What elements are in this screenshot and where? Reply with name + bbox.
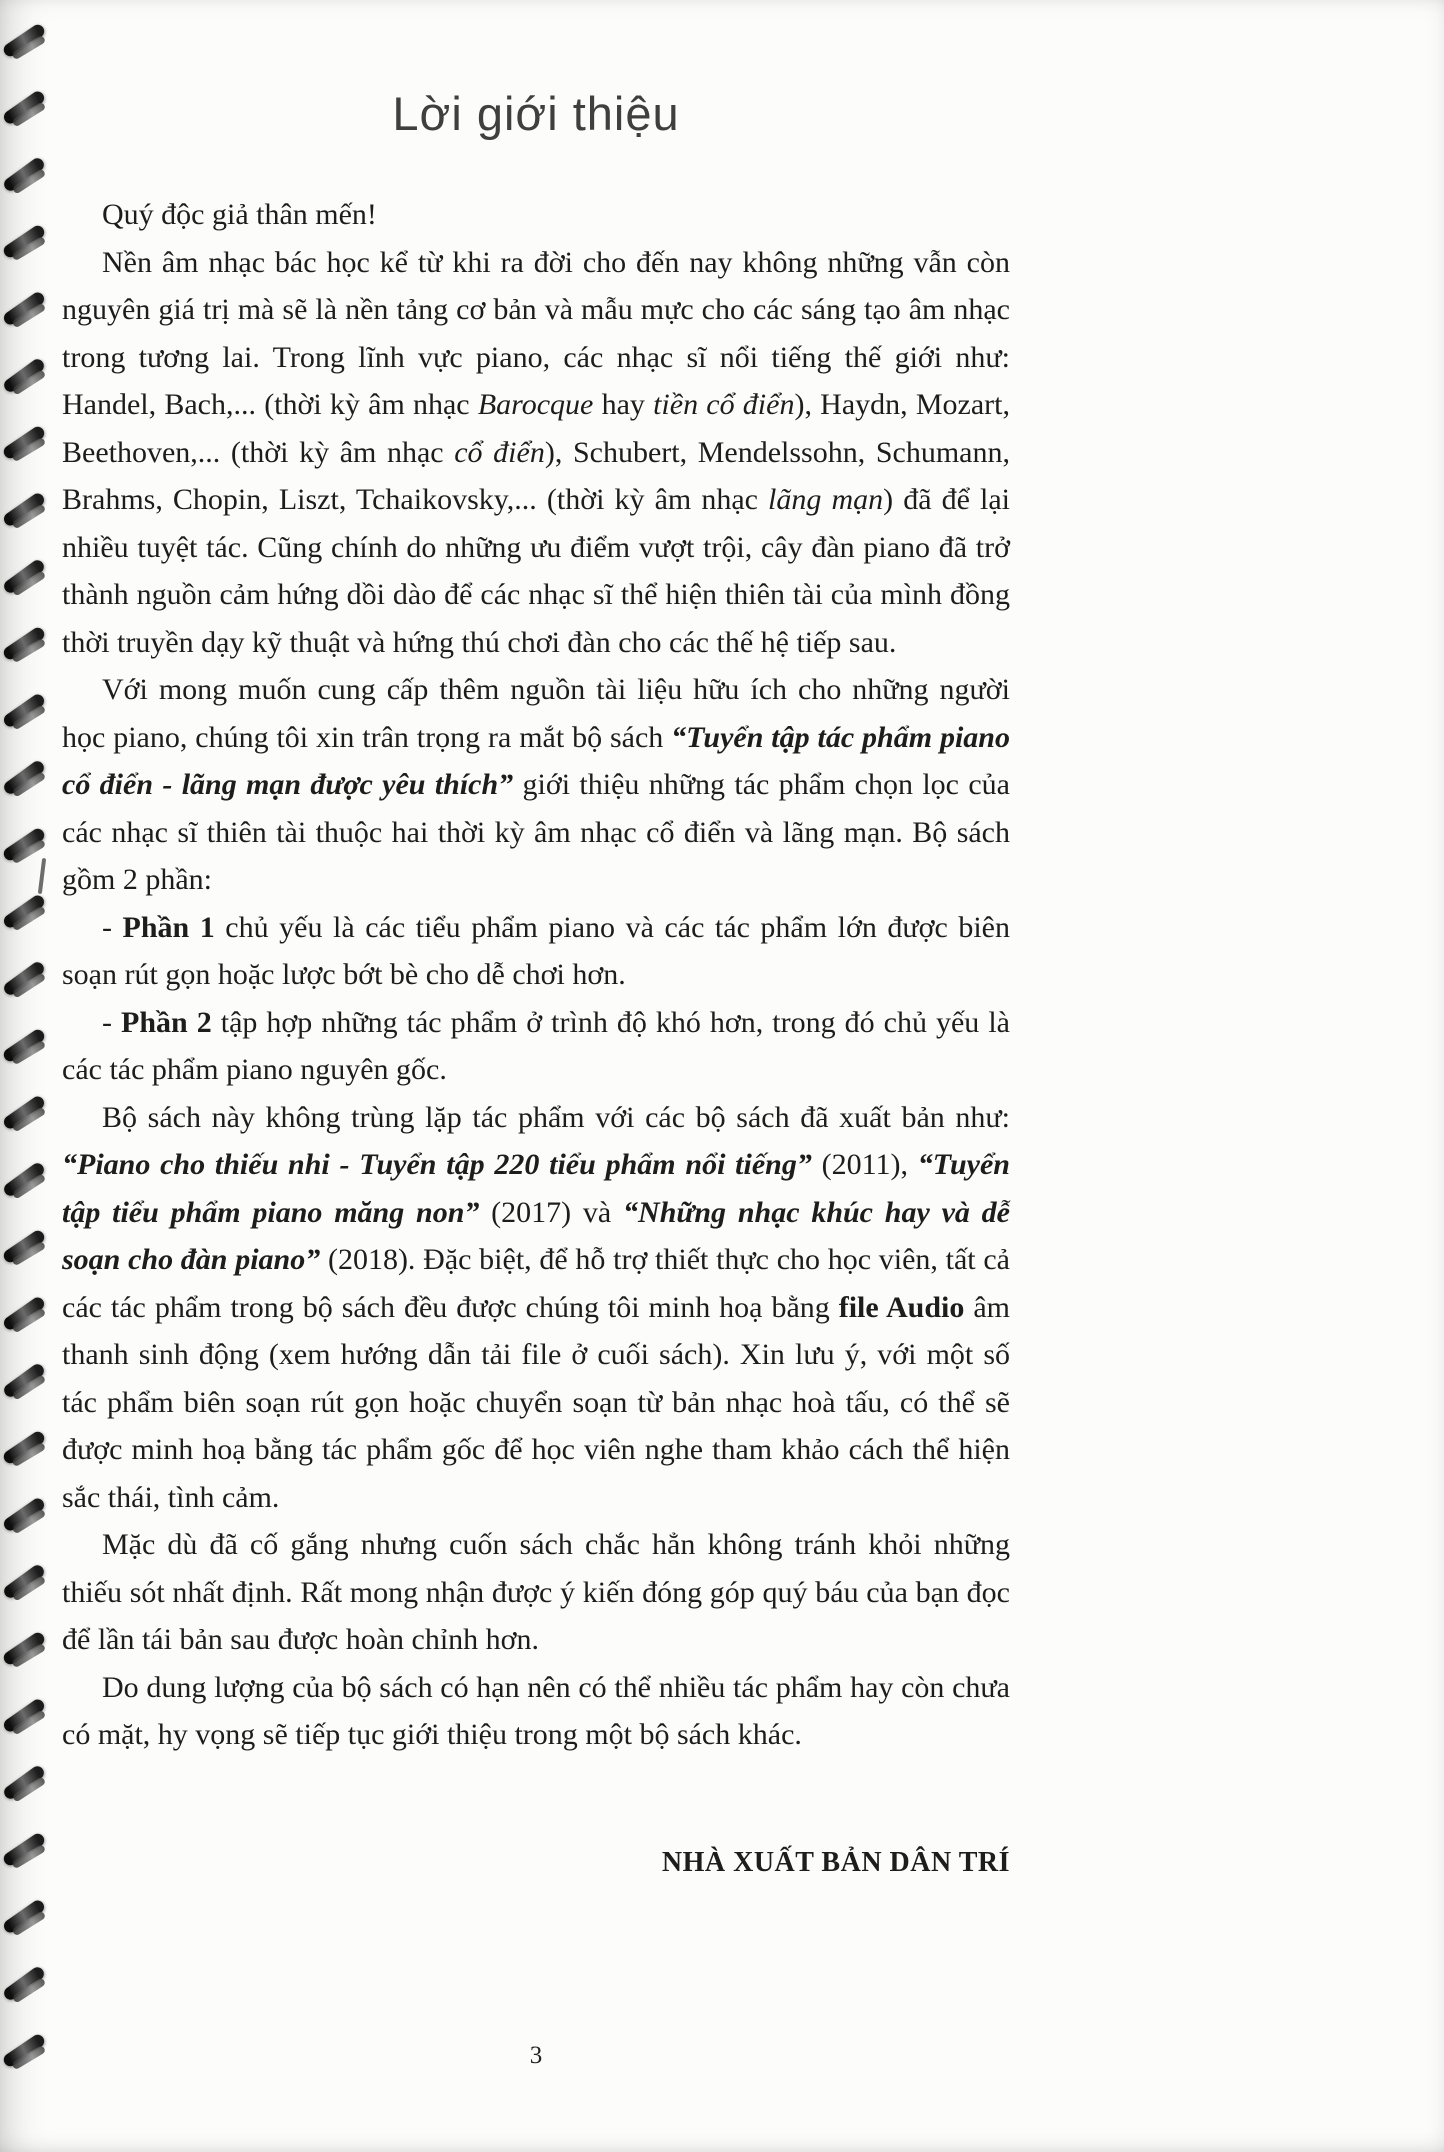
text-run: âm thanh sinh động (xem hướng dẫn tải file ở cuối sách). Xin lưu ý, với một số tác phẩm biên soạn rút gọn hoặc chuyển soạn từ bản nhạc hoà tấu, có thể sẽ được minh hoạ bằng tác phẩm gốc để học viên nghe tham khảo cách thể hiện sắc thái, tình cảm. — [62, 1290, 1011, 1514]
text-run: tập hợp những tác phẩm ở trình độ khó hơn, trong đó chủ yếu là các tác phẩm piano nguyên gốc. — [62, 1005, 1010, 1086]
text-run: “Piano cho thiếu nhi - Tuyển tập 220 tiểu phẩm nổi tiếng” — [62, 1148, 812, 1181]
text-run: ), Haydn, Mozart, Beethoven,... (thời kỳ âm nhạc — [62, 388, 1010, 469]
paragraph — [62, 1521, 1010, 1664]
publisher-signature: NHÀ XUẤT BẢN DÂN TRÍ — [661, 1846, 1010, 1878]
spiral-coil — [1, 89, 46, 126]
spiral-coil — [1, 1094, 46, 1131]
spiral-coil — [2, 1362, 47, 1400]
text-run: “Tuyển tập tiểu phẩm piano măng non” — [62, 1148, 1010, 1229]
text-run: (2018). Đặc biệt, để hỗ trợ thiết thực cho học viên, tất cả các tác phẩm trong bộ sách đều được chúng tôi minh hoạ bằng — [62, 1243, 1010, 1324]
paragraph — [62, 904, 1010, 999]
paragraph — [62, 1094, 1010, 1522]
spiral-coil — [1, 893, 46, 930]
page-number: 3 — [529, 2042, 543, 2069]
body-text — [62, 191, 1010, 1759]
spiral-coil — [1, 290, 46, 327]
spiral-coil — [1, 1898, 46, 1935]
paragraph — [62, 239, 1010, 667]
page-content — [62, 0, 1010, 1879]
spiral-coil — [1, 625, 46, 662]
text-run: chủ yếu là các tiểu phẩm piano và các tác phẩm lớn được biên soạn rút gọn hoặc lược bớt bè cho dễ chơi hơn. — [62, 910, 1010, 991]
text-run: cổ điển — [454, 435, 545, 469]
text-run: Bộ sách này không trùng lặp tác phẩm với các bộ sách đã xuất bản như: — [102, 1100, 1010, 1134]
text-run: - — [102, 1005, 122, 1039]
spiral-coil — [1, 1496, 46, 1533]
paragraph — [62, 666, 1010, 904]
paragraph — [62, 1664, 1010, 1759]
spiral-coil — [2, 1563, 47, 1601]
text-run: (2011), — [811, 1148, 918, 1181]
text-run: “Tuyển tập tác phẩm piano cổ điển - lãng mạn được yêu thích” — [62, 720, 1010, 801]
text-run: “Những nhạc khúc hay và dễ soạn cho đàn piano” — [62, 1195, 1010, 1276]
text-run: Barocque — [477, 388, 594, 421]
text-run: Phần 1 — [122, 910, 215, 944]
spiral-coil — [1, 22, 46, 59]
spiral-coil — [2, 960, 47, 998]
text-run: ), Schubert, Mendelssohn, Schumann, Brahms, Chopin, Liszt, Tchaikovsky,... (thời kỳ âm nhạc — [62, 435, 1010, 516]
spiral-coil — [1, 424, 46, 461]
text-run: tiền cổ điển — [653, 388, 795, 421]
text-run: file Audio — [838, 1290, 965, 1324]
text-run: ) đã để lại nhiều tuyệt tác. Cũng chính do những ưu điểm vượt trội, cây đàn piano đã trở thành nguồn cảm hứng dồi dào để các nhạc sĩ thể hiện thiên tài của mình đồng thời truyền dạy kỹ thuật và hứng thú chơi đàn cho các thế hệ tiếp sau. — [62, 483, 1011, 659]
page-title: Lời giới thiệu — [392, 87, 680, 140]
spiral-coil — [1, 1429, 46, 1466]
text-run: Do dung lượng của bộ sách có hạn nên có thể nhiều tác phẩm hay còn chưa có mặt, hy vọng sẽ tiếp tục giới thiệu trong một bộ sách khác. — [62, 1670, 1010, 1751]
spiral-coil — [2, 558, 47, 596]
spiral-coil — [1, 692, 46, 729]
text-run: lãng mạn — [768, 483, 884, 516]
text-run: Mặc dù đã cố gắng nhưng cuốn sách chắc hẳn không tránh khỏi những thiếu sót nhất định. Rất mong nhận được ý kiến đóng góp quý báu của bạn đọc để lần tái bản sau được hoàn chỉnh hơn. — [62, 1528, 1010, 1656]
text-run: Quý độc giả thân mến! — [102, 198, 377, 231]
spiral-coil — [1, 826, 46, 863]
spiral-coil — [1, 1697, 46, 1734]
spiral-coil — [2, 156, 47, 194]
spiral-coil — [1, 1228, 46, 1265]
spiral-coil — [2, 357, 47, 395]
spiral-coil — [1, 1295, 46, 1332]
text-run: (2017) và — [479, 1195, 624, 1229]
text-run: giới thiệu những tác phẩm chọn lọc của các nhạc sĩ thiên tài thuộc hai thời kỳ âm nhạc cổ điển và lãng mạn. Bộ sách gồm 2 phần: — [62, 768, 1010, 896]
spiral-coil — [1, 491, 46, 528]
text-run: hay — [593, 388, 654, 421]
spiral-coil — [1, 2032, 46, 2069]
spiral-coil — [1, 1027, 46, 1064]
spiral-coil — [2, 1965, 47, 2003]
text-run: Nền âm nhạc bác học kể từ khi ra đời cho đến nay không những vẫn còn nguyên giá trị mà sẽ là nền tảng cơ bản và mẫu mực cho các sáng tạo âm nhạc trong tương lai. Trong lĩnh vực piano, các nhạc sĩ nổi tiếng thế giới như: Handel, Bach,... (thời kỳ âm nhạc — [62, 245, 1010, 421]
text-run: Phần 2 — [121, 1005, 212, 1039]
spiral-binding — [0, 0, 60, 2152]
text-run: Với mong muốn cung cấp thêm nguồn tài liệu hữu ích cho những người học piano, chúng tôi xin trân trọng ra mắt bộ sách — [62, 673, 1010, 754]
spiral-coil — [1, 1630, 46, 1667]
paragraph — [62, 191, 1010, 239]
spiral-coil — [2, 1161, 47, 1199]
spiral-coil — [2, 1764, 47, 1802]
paragraph — [62, 999, 1010, 1094]
spiral-coil — [1, 223, 46, 260]
spiral-coil — [2, 759, 47, 797]
spiral-coil — [1, 1831, 46, 1868]
text-run: - — [102, 910, 123, 944]
